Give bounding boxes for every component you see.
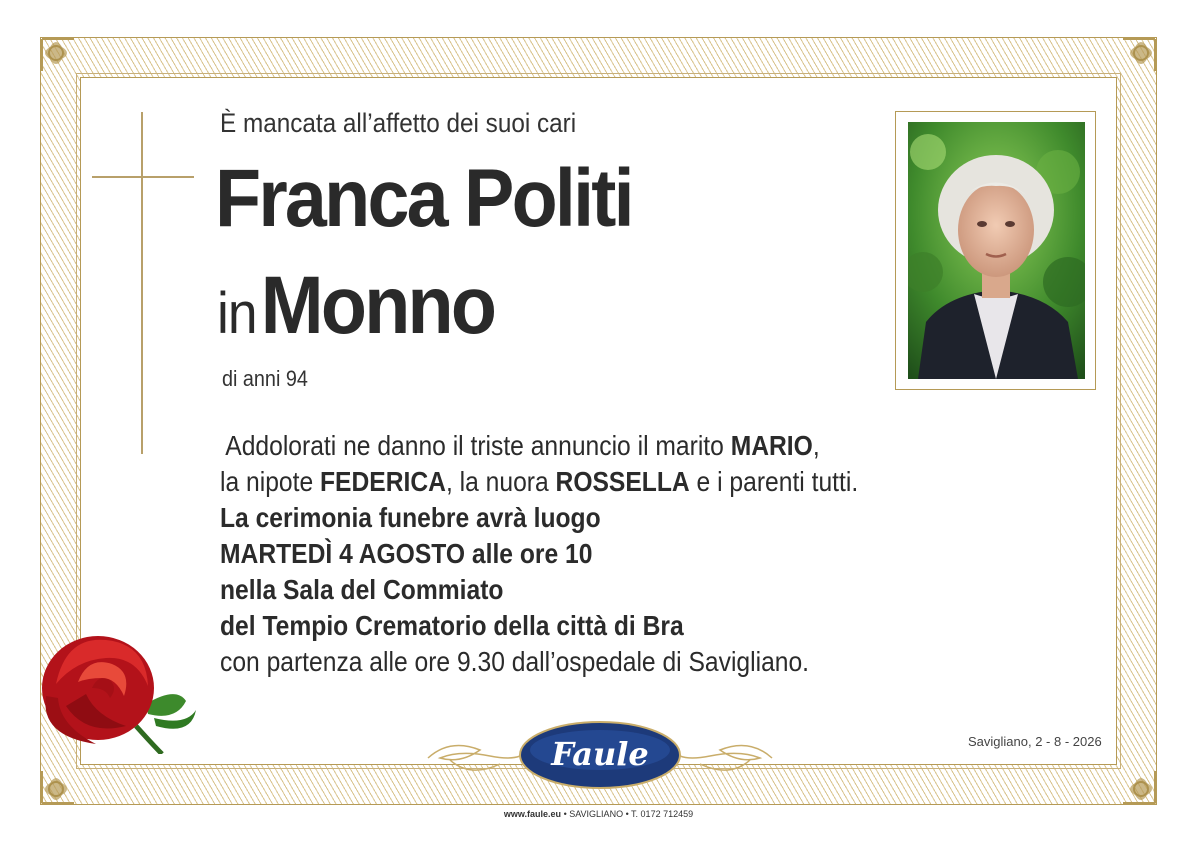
ceremony-date: MARTEDÌ 4 AGOSTO alle ore 10 [220, 538, 593, 569]
relative-name: MARIO [730, 430, 813, 461]
deceased-name: Franca Politi [215, 153, 632, 244]
intro-text: È mancata all’affetto dei suoi cari [220, 108, 577, 138]
married-name: Monno [260, 260, 495, 351]
corner-ornament-icon [1119, 767, 1159, 807]
ceremony-line: La cerimonia funebre avrà luogo [220, 502, 601, 533]
in-word: in [217, 281, 257, 346]
dateline: Savigliano, 2 - 8 - 2026 [968, 734, 1102, 749]
relative-name: ROSSELLA [555, 466, 690, 497]
departure-line: con partenza alle ore 9.30 dall’ospedale di Savigliano. [220, 646, 810, 677]
corner-ornament-icon [38, 35, 78, 75]
body-text: e i parenti tutti. [689, 466, 859, 497]
body-line [220, 428, 889, 464]
logo-text: Faule [551, 735, 649, 773]
cross-icon [141, 112, 143, 454]
announcement-body [220, 428, 889, 680]
relative-name: FEDERICA [320, 466, 446, 497]
corner-ornament-icon [1119, 35, 1159, 75]
corner-ornament-icon [38, 767, 78, 807]
rose-icon [36, 626, 201, 754]
body-text: , la nuora [445, 466, 556, 497]
footer-contact: • SAVIGLIANO • T. 0172 712459 [561, 809, 694, 819]
body-text: la nipote [220, 466, 321, 497]
age-text: di anni 94 [222, 366, 308, 391]
faule-logo [420, 720, 780, 790]
footer [0, 809, 1197, 819]
cross-icon-bar [92, 176, 194, 178]
body-line [220, 464, 889, 500]
married-name-line [217, 260, 495, 351]
ceremony-venue: del Tempio Crematorio della città di Bra [220, 610, 684, 641]
website-link[interactable]: www.faule.eu [503, 809, 562, 819]
body-text: Addolorati ne danno il triste annuncio il marito [225, 430, 731, 461]
portrait-photo [908, 122, 1085, 379]
body-text: , [812, 430, 820, 461]
ceremony-place: nella Sala del Commiato [220, 574, 504, 605]
